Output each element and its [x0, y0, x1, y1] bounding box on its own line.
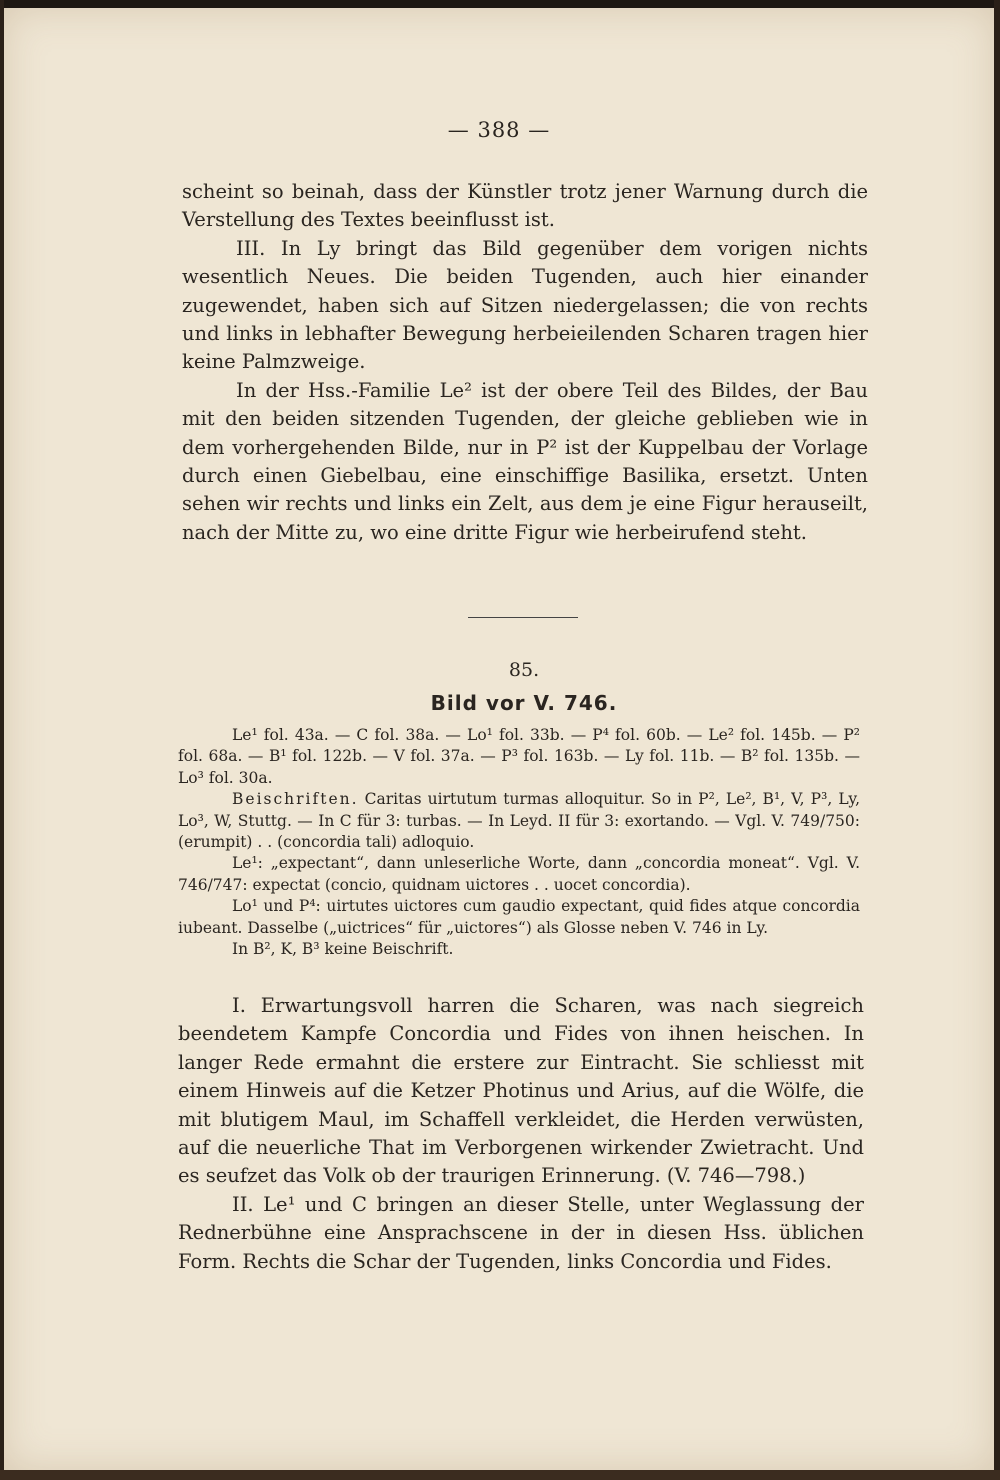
bottom-text-block — [178, 992, 864, 1276]
section-divider — [468, 617, 578, 618]
beischriften-text: Caritas uirtutum turmas alloquitur. So in P², Le², B¹, V, P³, Ly, Lo³, W, Stuttg. — In C für 3: turbas. — In Leyd. II für 3: exortando. — Vgl. V. 749/750: (erumpit) . . (concordia tali) adloquio. — [178, 790, 860, 852]
paragraph-section-i: I. Erwartungsvoll harren die Scharen, was nach siegreich beendetem Kampfe Concordia und Fides von ihnen heischen. In langer Rede ermahnt die erstere zur Eintracht. Sie schliesst mit einem Hinweis auf die Ketzer Photinus und Arius, auf die Wölfe, die mit blutigem Maul, im Schaffell verkleidet, die Herden verwüsten, auf die neuerliche That im Verborgenen wirkender Zwietracht. Und es seufzet das Volk ob der traurigen Erinnerung. (V. 746—798.) — [178, 994, 864, 1188]
apparatus-block — [178, 725, 860, 960]
scan-edge-bottom — [0, 1470, 1000, 1480]
apparatus-le1-note: Le¹: „expectant“, dann unleserliche Worte, dann „concordia moneat“. Vgl. V. 746/747: expectat (concio, quidnam uictores . . uocet concordia). — [178, 854, 860, 894]
top-text-block — [182, 178, 868, 547]
book-page — [4, 8, 994, 1470]
paragraph-section-iii: III. In Ly bringt das Bild gegenüber dem vorigen nichts wesentlich Neues. Die beiden Tugenden, auch hier einander zugewendet, haben sich auf Sitzen niedergelassen; die von rechts und links in lebhafter Bewegung herbeieilenden Scharen tragen hier keine Palmzweige. — [182, 236, 868, 374]
apparatus-lo1-note: Lo¹ und P⁴: uirtutes uictores cum gaudio expectant, quid fides atque concordia iubeant. Dasselbe („uictrices“ für „uictores“) als Glosse neben V. 746 in Ly. — [178, 897, 860, 937]
page-number: — 388 — — [447, 118, 551, 142]
scan-edge-right — [994, 0, 1000, 1480]
apparatus-beischriften — [178, 789, 860, 853]
paragraph-hss-familie: In der Hss.-Familie Le² ist der obere Teil des Bildes, der Bau mit den beiden sitzenden Tugenden, der gleiche geblieben wie in dem vorhergehenden Bilde, nur in P² ist der Kuppelbau der Vorlage durch einen Giebelbau, eine einschiffige Basilika, ersetzt. Unten sehen wir rechts und links ein Zelt, aus dem je eine Figur herauseilt, nach der Mitte zu, wo eine dritte Figur wie herbeirufend steht. — [182, 378, 868, 544]
paragraph-section-ii: II. Le¹ und C bringen an dieser Stelle, unter Weglassung der Rednerbühne eine Ansprachscene in der in diesen Hss. üblichen Form. Rechts die Schar der Tugenden, links Concordia und Fides. — [178, 1192, 864, 1273]
paragraph-continuation: scheint so beinah, dass der Künstler trotz jener Warnung durch die Verstellung des Textes beeinflusst ist. — [182, 180, 868, 232]
apparatus-b2-note: In B², K, B³ keine Beischrift. — [232, 940, 454, 959]
beischriften-label: Beischriften. — [232, 790, 359, 809]
section-number: 85. — [508, 659, 540, 681]
scan-edge-top — [0, 0, 1000, 8]
apparatus-manuscripts: Le¹ fol. 43a. — C fol. 38a. — Lo¹ fol. 33b. — P⁴ fol. 60b. — Le² fol. 145b. — P² fol. 68a. — B¹ fol. 122b. — V fol. 37a. — P³ fol. 163b. — Ly fol. 11b. — B² fol. 135b. — Lo³ fol. 30a. — [178, 726, 860, 787]
section-title: Bild vor V. 746. — [430, 691, 618, 715]
